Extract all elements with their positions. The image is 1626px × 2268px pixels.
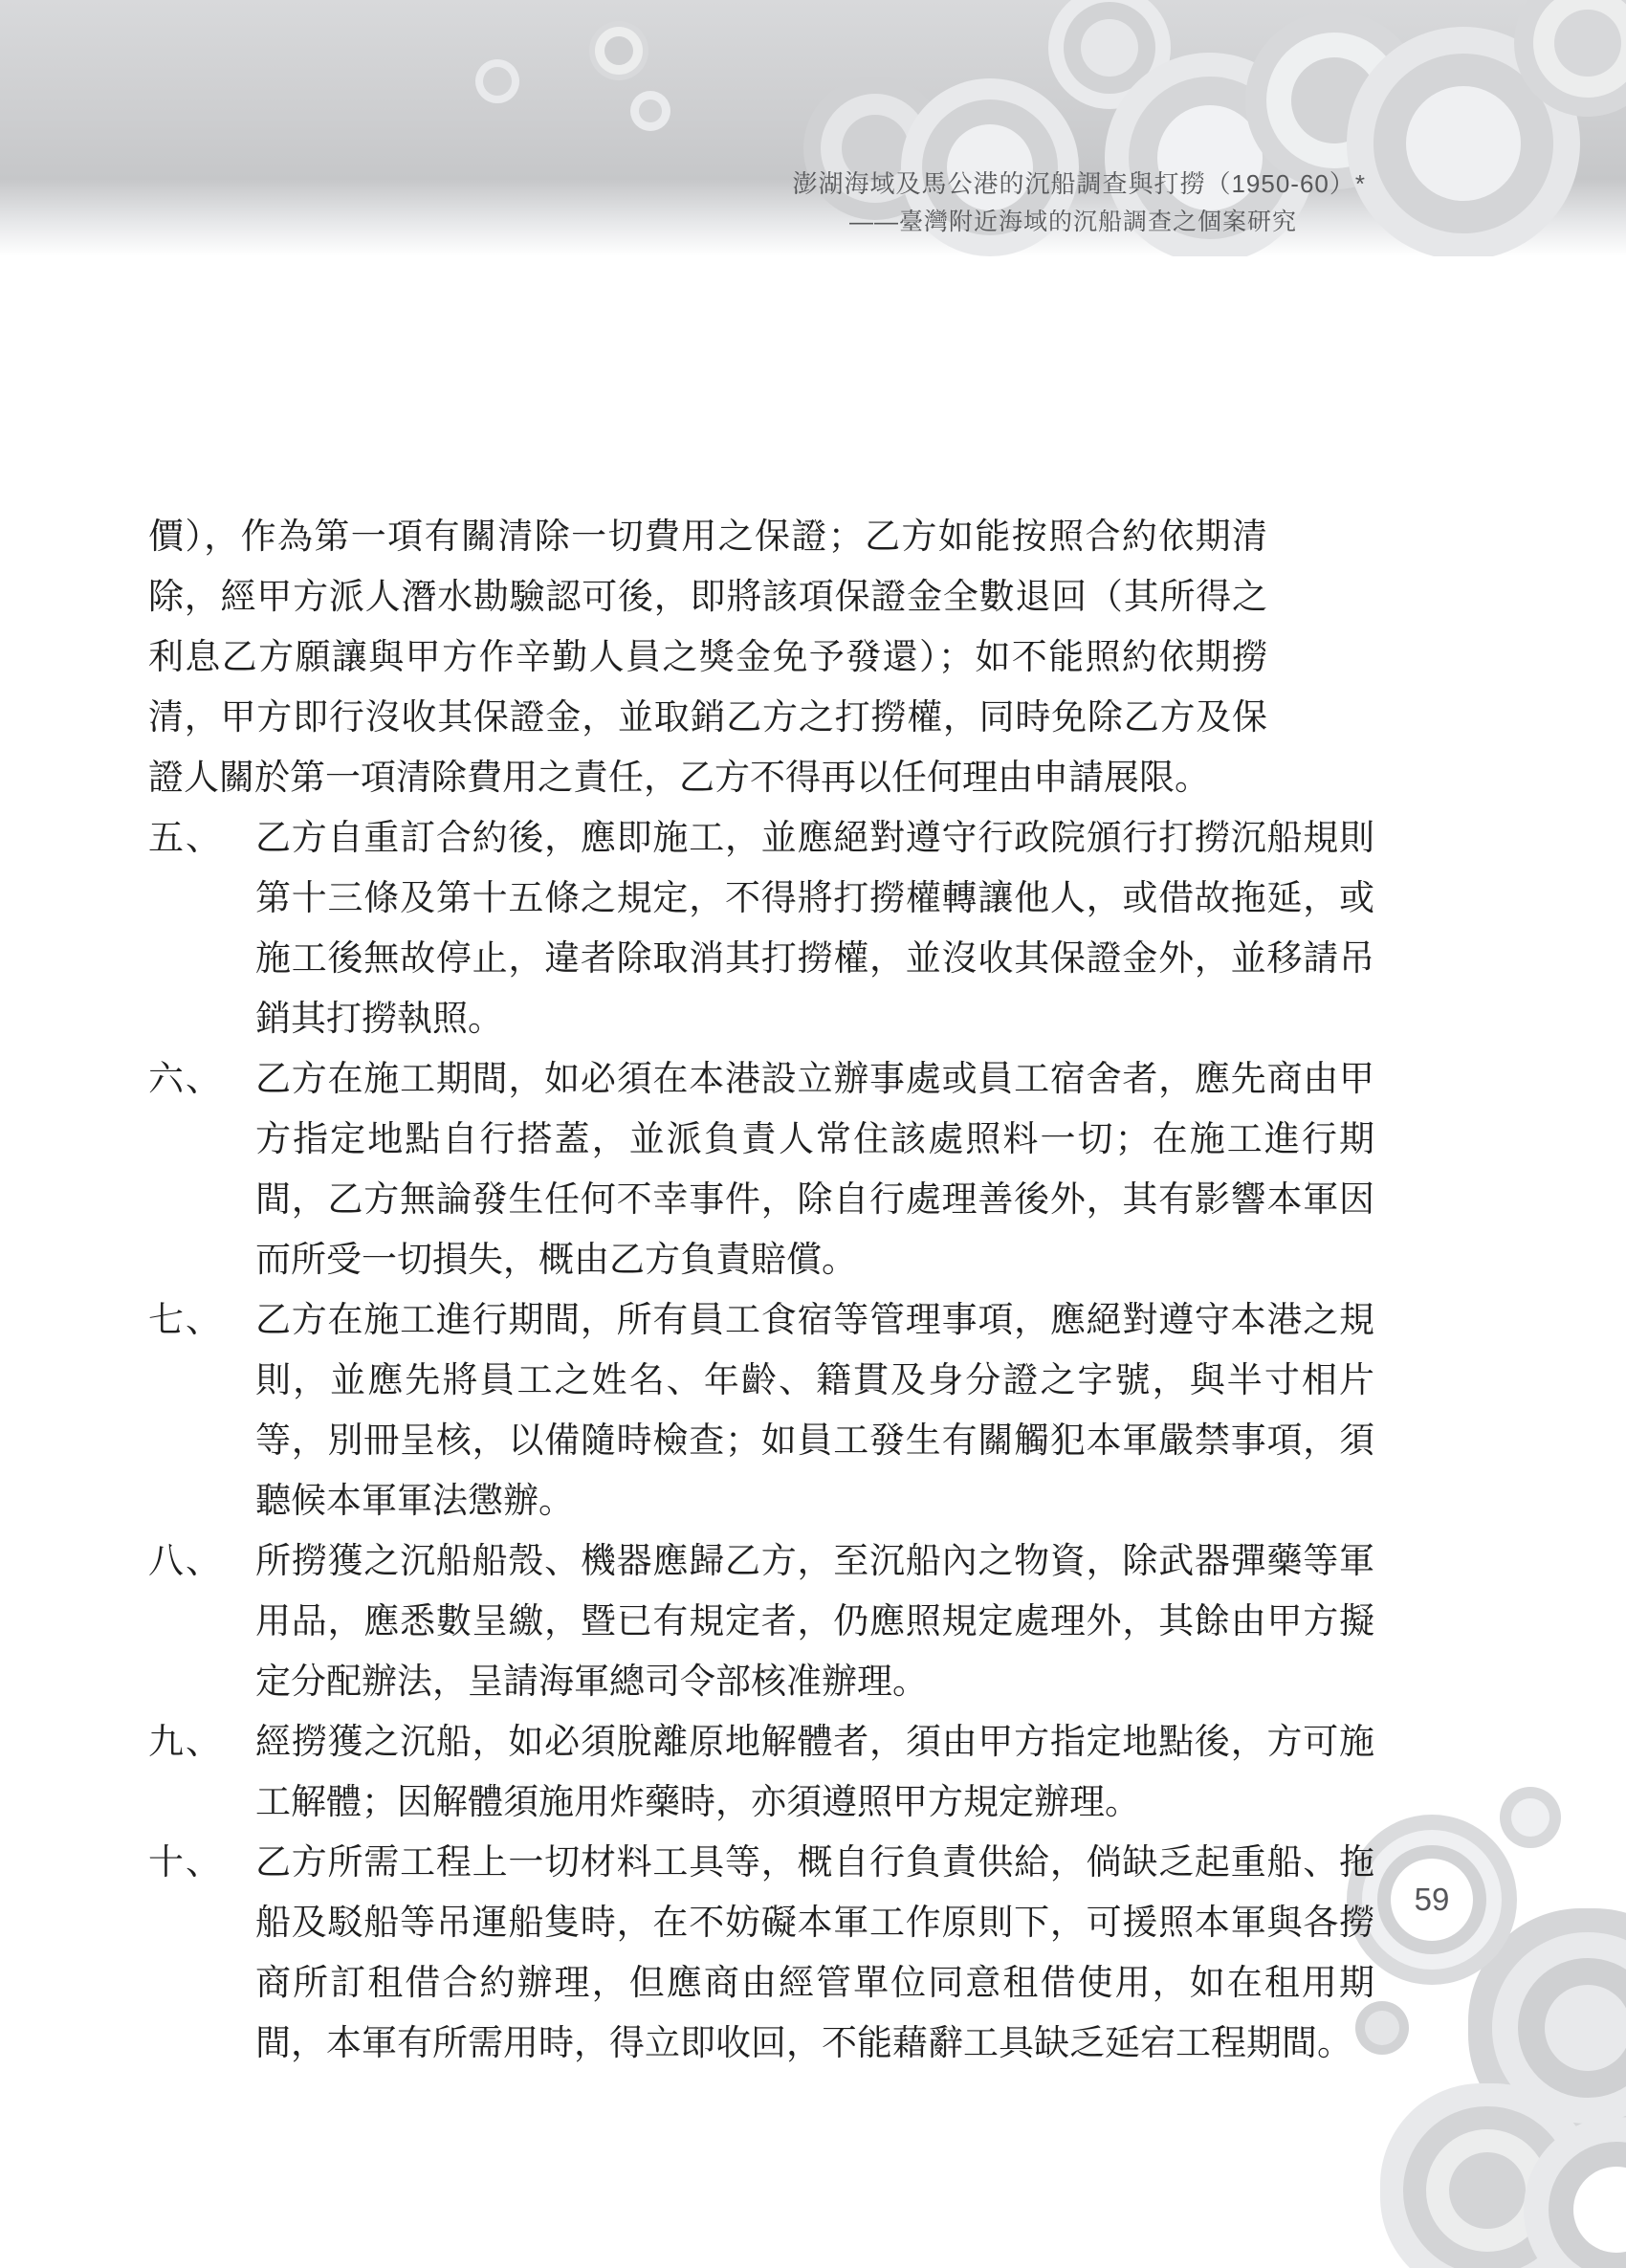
list-item-text: 經撈獲之沉船，如必須脫離原地解體者，須由甲方指定地點後，方可施工解體；因解體須施用炸藥時，亦須遵照甲方規定辦理。 <box>255 1723 1374 1822</box>
running-title: 澎湖海域及馬公港的沉船調查與打撈（1950-60）* <box>792 169 1366 198</box>
decorative-circle <box>639 99 662 122</box>
list-item-number: 七、 <box>148 1301 223 1340</box>
list-item <box>148 1712 1374 1833</box>
list-item <box>148 1833 1374 2074</box>
document-body <box>148 507 1374 2074</box>
list-item-text: 乙方所需工程上一切材料工具等，概自行負責供給，倘缺乏起重船、拖船及駁船等吊運船隻時，在不妨礙本軍工作原則下，可援照本軍與各撈商所訂租借合約辦理，但應商由經管單位同意租借使用，如在租用期間，本軍有所需用時，得立即收回，不能藉辭工具缺乏延宕工程期間。 <box>255 1843 1374 2063</box>
list-item-number: 八、 <box>148 1542 223 1581</box>
paragraph-continuation: 價），作為第一項有關清除一切費用之保證；乙方如能按照合約依期清除，經甲方派人潛水勘驗認可後，即將該項保證金全數退回（其所得之利息乙方願讓與甲方作辛勤人員之獎金免予發還）；如不能照約依期撈清，甲方即行沒收其保證金，並取銷乙方之打撈權，同時免除乙方及保證人關於第一項清除費用之責任，乙方不得再以任何理由申請展限。 <box>148 517 1267 798</box>
list-item-number: 六、 <box>148 1060 223 1099</box>
list-item-text: 乙方自重訂合約後，應即施工，並應絕對遵守行政院頒行打撈沉船規則第十三條及第十五條之規定，不得將打撈權轉讓他人，或借故拖延，或施工後無故停止，違者除取消其打撈權，並沒收其保證金外，並移請吊銷其打撈執照。 <box>255 819 1374 1039</box>
page-number: 59 <box>1391 1859 1473 1941</box>
decorative-circle <box>1081 19 1138 77</box>
decorative-circle <box>483 67 512 96</box>
decorative-circle <box>1449 2152 1526 2229</box>
running-subtitle: ――臺灣附近海域的沉船調查之個案研究 <box>848 209 1297 235</box>
list-item-text: 乙方在施工進行期間，所有員工食宿等管理事項，應絕對遵守本港之規則，並應先將員工之姓名、年齡、籍貫及身分證之字號，與半寸相片等，別冊呈核，以備隨時檢查；如員工發生有關觸犯本軍嚴禁事項，須聽候本軍軍法懲辦。 <box>255 1301 1374 1521</box>
list-item <box>148 1531 1374 1712</box>
page-header <box>792 165 1366 241</box>
decorative-circle <box>1406 86 1521 201</box>
list-item <box>148 808 1374 1049</box>
list-item <box>148 1290 1374 1531</box>
decorative-circle <box>1554 10 1621 77</box>
decorative-circle <box>604 36 633 65</box>
list-item-number: 十、 <box>148 1843 223 1883</box>
list-item-text: 所撈獲之沉船船殼、機器應歸乙方，至沉船內之物資，除武器彈藥等軍用品，應悉數呈繳，暨已有規定者，仍應照規定處理外，其餘由甲方擬定分配辦法，呈請海軍總司令部核准辦理。 <box>255 1542 1374 1702</box>
list-item-number: 五、 <box>148 819 223 858</box>
list-item-number: 九、 <box>148 1723 223 1762</box>
list-item-text: 乙方在施工期間，如必須在本港設立辦事處或員工宿舍者，應先商由甲方指定地點自行搭蓋，並派負責人常住該處照料一切；在施工進行期間，乙方無論發生任何不幸事件，除自行處理善後外，其有影響本軍因而所受一切損失，概由乙方負責賠償。 <box>255 1060 1374 1280</box>
decorative-circle <box>1291 57 1377 143</box>
decorative-circle <box>1573 2167 1626 2253</box>
decorative-circle <box>1511 1798 1549 1837</box>
list-item <box>148 1049 1374 1290</box>
decorative-circle <box>1545 1985 1626 2071</box>
